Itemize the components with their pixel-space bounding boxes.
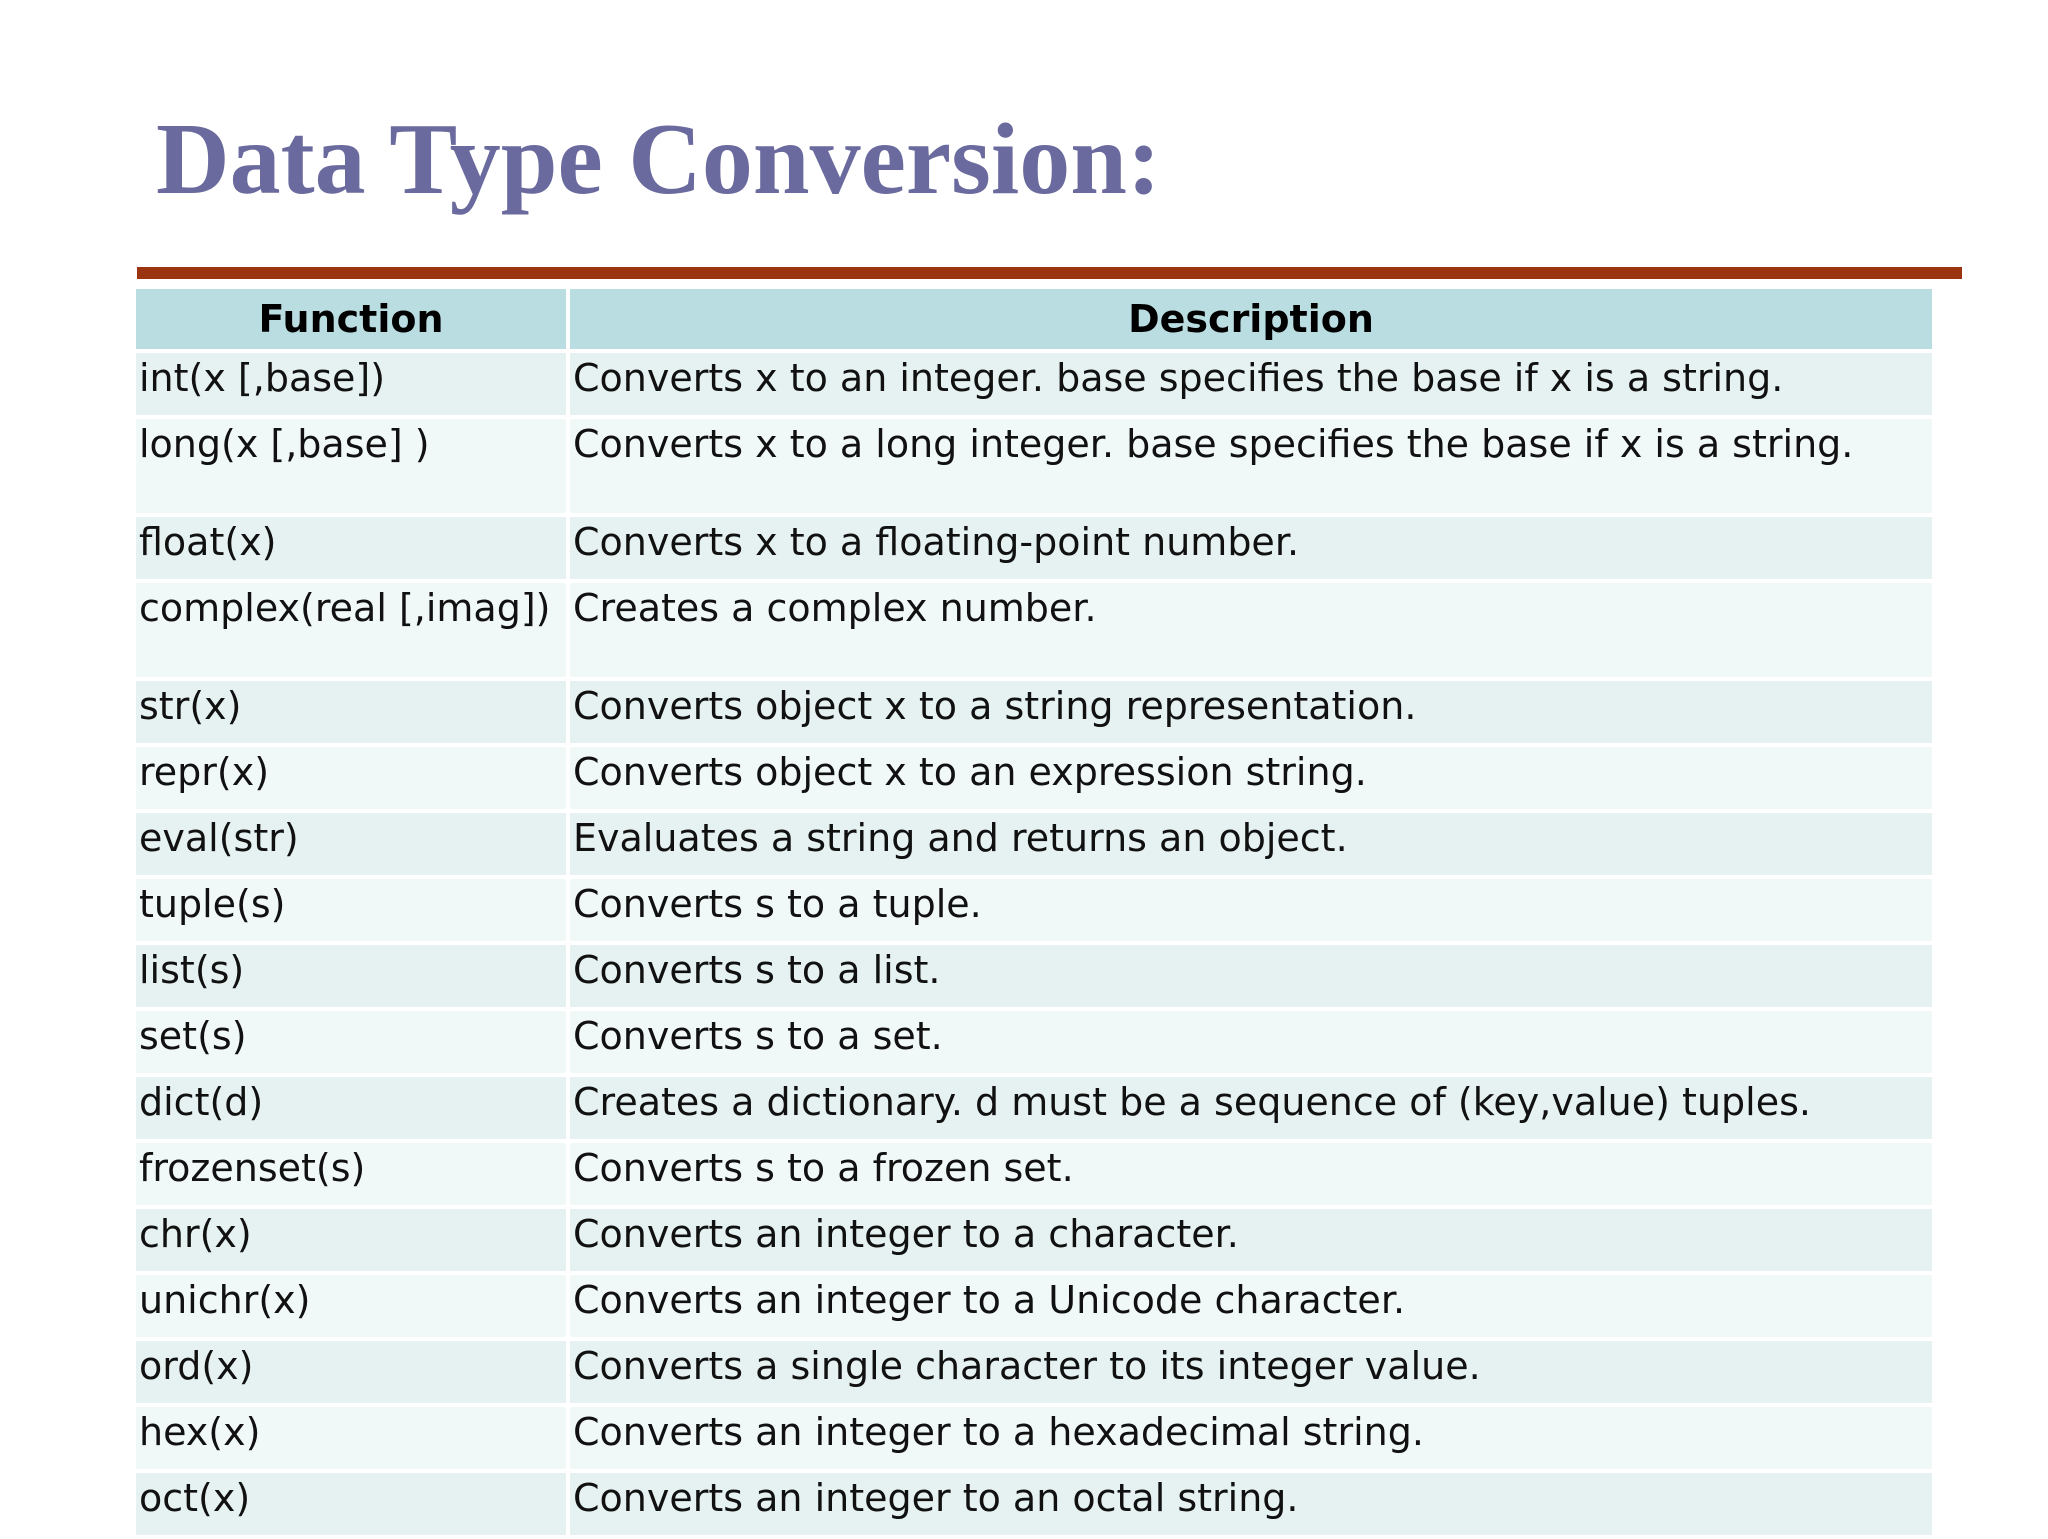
description-cell: Converts object x to an expression string. bbox=[570, 747, 1932, 809]
table-row bbox=[136, 879, 1932, 941]
description-cell: Converts a single character to its integer value. bbox=[570, 1341, 1932, 1403]
description-cell: Converts x to a long integer. base specifies the base if x is a string. bbox=[570, 419, 1932, 513]
function-cell: hex(x) bbox=[136, 1407, 566, 1469]
conversion-table bbox=[132, 285, 1936, 1539]
header-description: Description bbox=[570, 289, 1932, 349]
table-row bbox=[136, 1209, 1932, 1271]
table-row bbox=[136, 1077, 1932, 1139]
function-cell: tuple(s) bbox=[136, 879, 566, 941]
function-cell: float(x) bbox=[136, 517, 566, 579]
function-cell: repr(x) bbox=[136, 747, 566, 809]
function-cell: list(s) bbox=[136, 945, 566, 1007]
table-row bbox=[136, 1143, 1932, 1205]
slide-title: Data Type Conversion: bbox=[156, 103, 1161, 216]
description-cell: Converts x to a floating-point number. bbox=[570, 517, 1932, 579]
function-cell: set(s) bbox=[136, 1011, 566, 1073]
table-row bbox=[136, 353, 1932, 415]
description-cell: Converts s to a list. bbox=[570, 945, 1932, 1007]
table-header-row bbox=[136, 289, 1932, 349]
function-cell: ord(x) bbox=[136, 1341, 566, 1403]
table-row bbox=[136, 583, 1932, 677]
description-cell: Converts an integer to a hexadecimal string. bbox=[570, 1407, 1932, 1469]
function-cell: int(x [,base]) bbox=[136, 353, 566, 415]
function-cell: eval(str) bbox=[136, 813, 566, 875]
description-cell: Converts s to a set. bbox=[570, 1011, 1932, 1073]
function-cell: unichr(x) bbox=[136, 1275, 566, 1337]
description-cell: Converts an integer to a Unicode character. bbox=[570, 1275, 1932, 1337]
table-row bbox=[136, 747, 1932, 809]
table-row bbox=[136, 1011, 1932, 1073]
table-row bbox=[136, 813, 1932, 875]
function-cell: oct(x) bbox=[136, 1473, 566, 1535]
function-cell: chr(x) bbox=[136, 1209, 566, 1271]
table-row bbox=[136, 419, 1932, 513]
function-cell: dict(d) bbox=[136, 1077, 566, 1139]
table-row bbox=[136, 517, 1932, 579]
table-row bbox=[136, 1407, 1932, 1469]
conversion-table-container bbox=[136, 289, 1928, 1535]
function-cell: str(x) bbox=[136, 681, 566, 743]
description-cell: Converts object x to a string representation. bbox=[570, 681, 1932, 743]
description-cell: Evaluates a string and returns an object. bbox=[570, 813, 1932, 875]
function-cell: long(x [,base] ) bbox=[136, 419, 566, 513]
description-cell: Converts an integer to an octal string. bbox=[570, 1473, 1932, 1535]
description-cell: Converts s to a tuple. bbox=[570, 879, 1932, 941]
header-function: Function bbox=[136, 289, 566, 349]
table-row bbox=[136, 945, 1932, 1007]
description-cell: Creates a complex number. bbox=[570, 583, 1932, 677]
table-row bbox=[136, 1473, 1932, 1535]
table-row bbox=[136, 681, 1932, 743]
description-cell: Creates a dictionary. d must be a sequence of (key,value) tuples. bbox=[570, 1077, 1932, 1139]
table-row bbox=[136, 1341, 1932, 1403]
description-cell: Converts x to an integer. base specifies the base if x is a string. bbox=[570, 353, 1932, 415]
title-divider bbox=[137, 267, 1962, 279]
function-cell: frozenset(s) bbox=[136, 1143, 566, 1205]
function-cell: complex(real [,imag]) bbox=[136, 583, 566, 677]
description-cell: Converts an integer to a character. bbox=[570, 1209, 1932, 1271]
description-cell: Converts s to a frozen set. bbox=[570, 1143, 1932, 1205]
table-row bbox=[136, 1275, 1932, 1337]
